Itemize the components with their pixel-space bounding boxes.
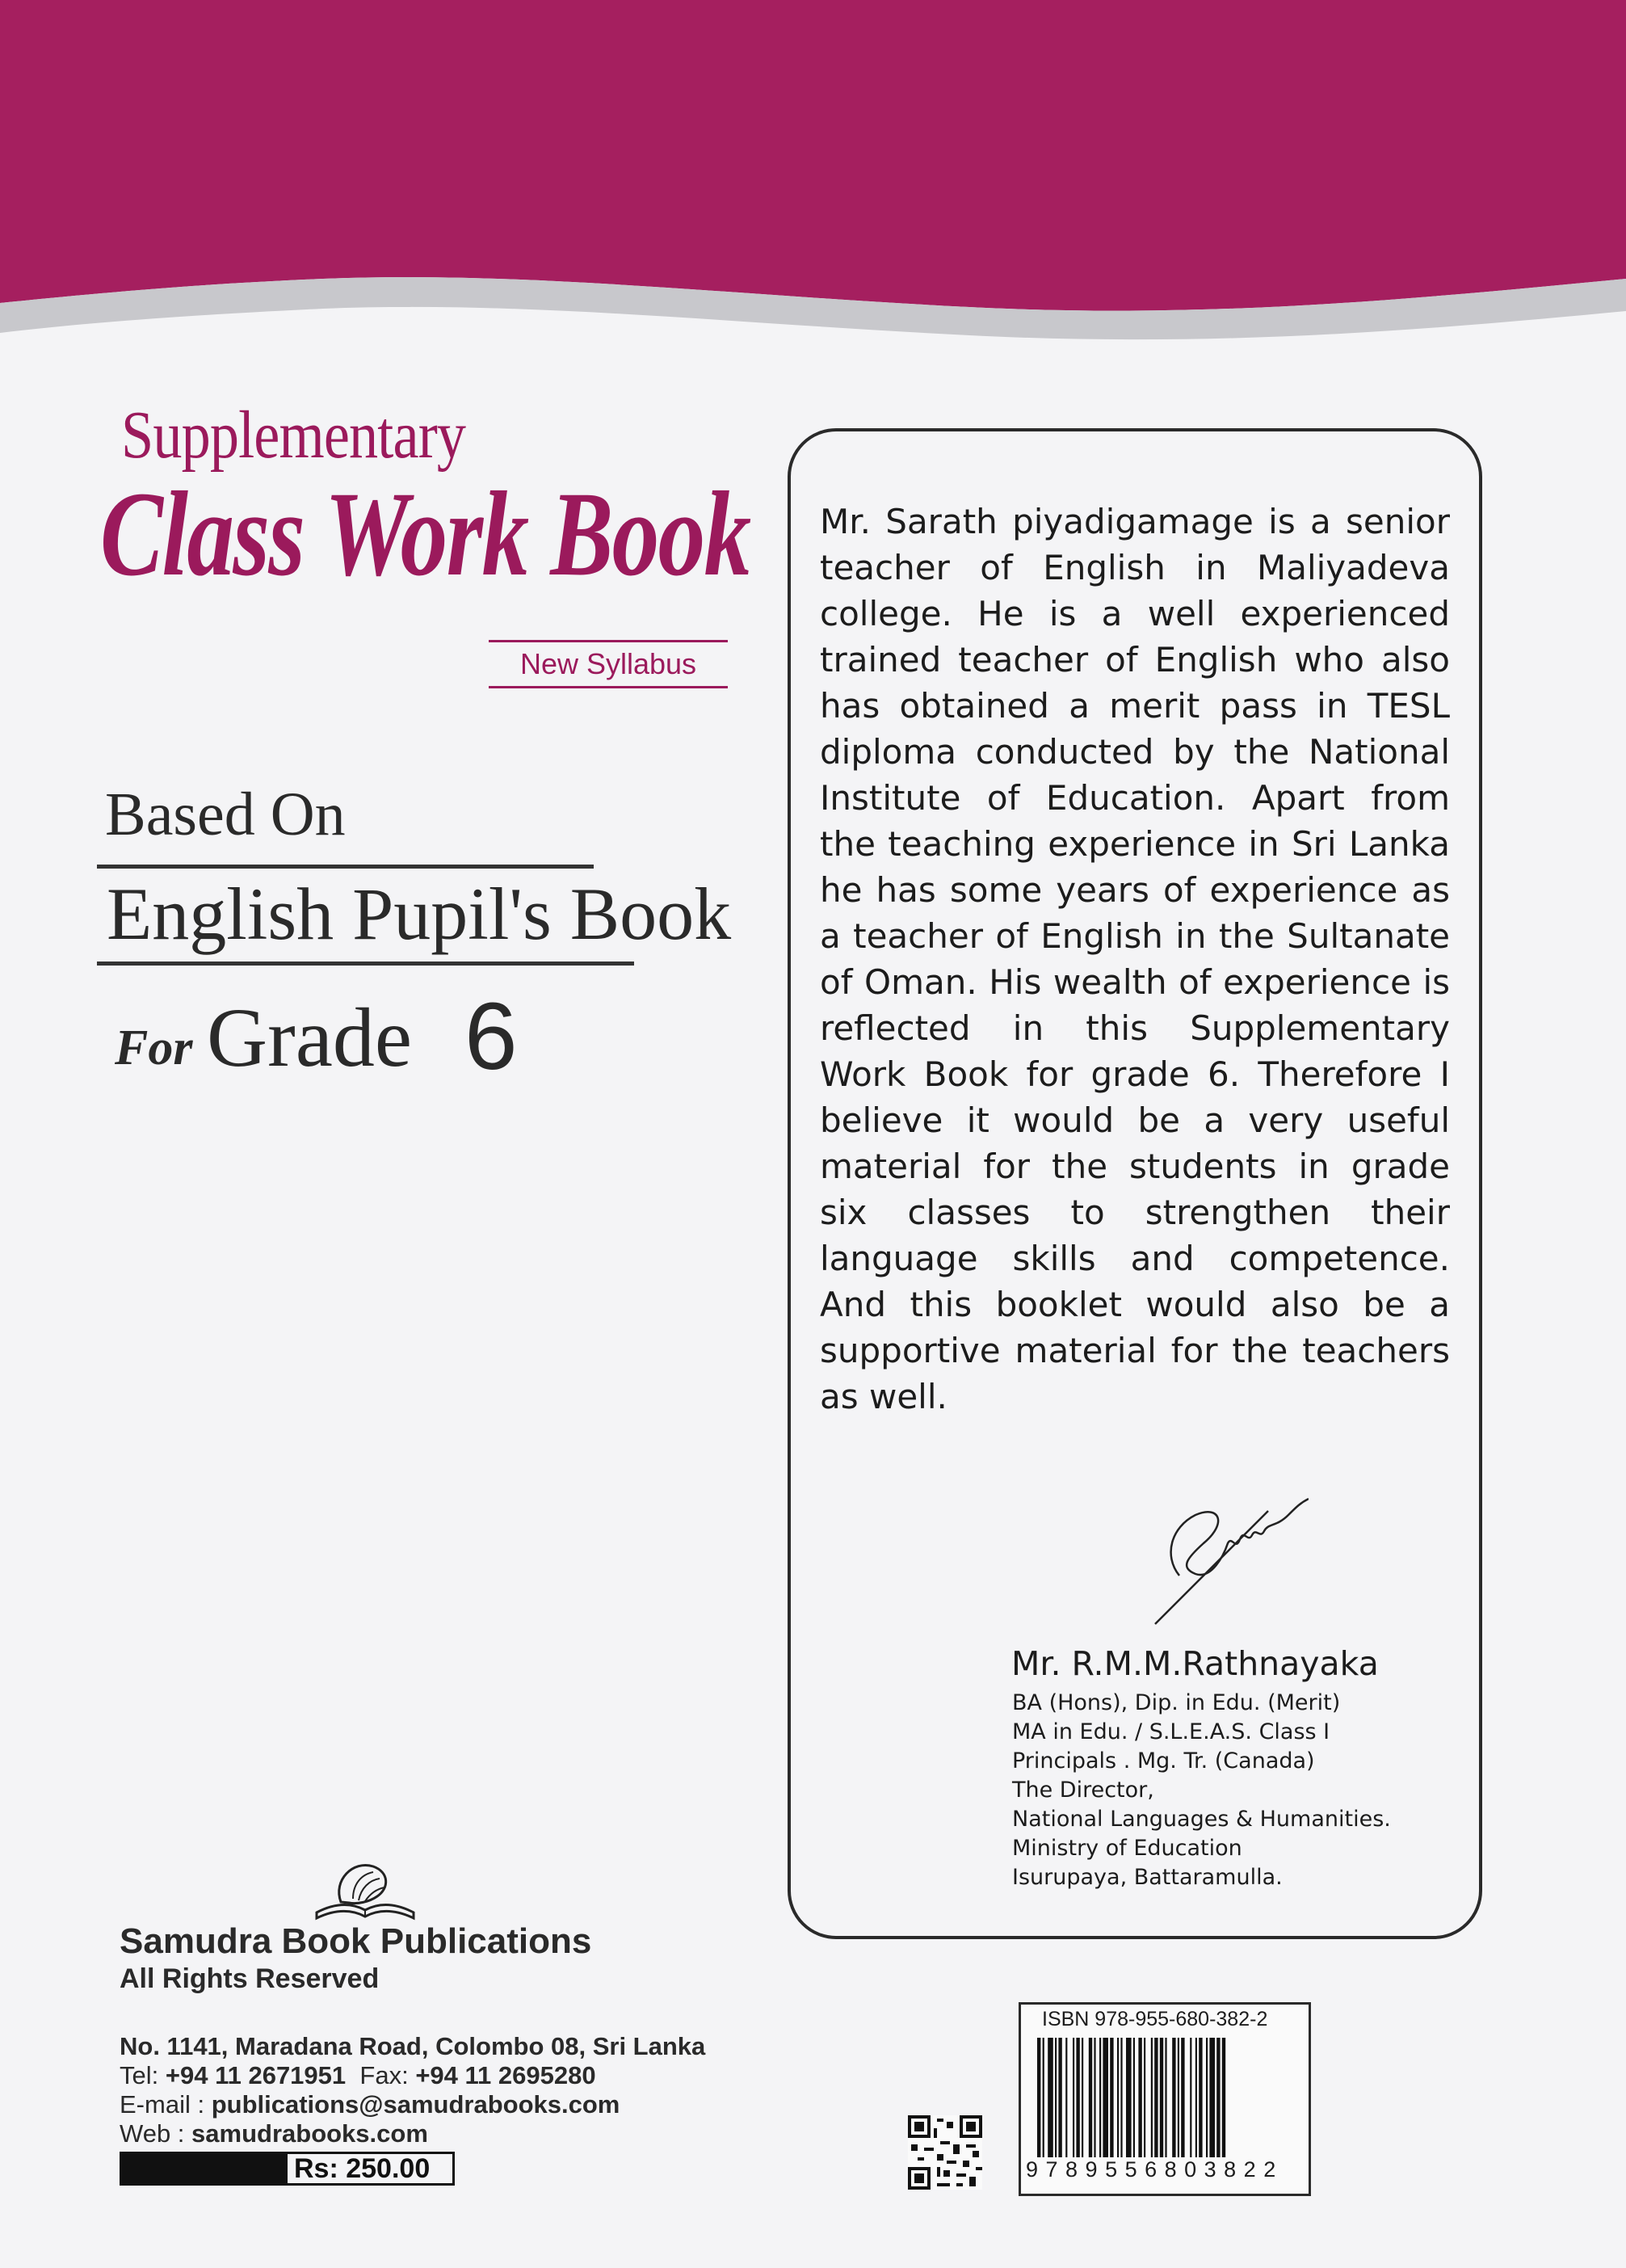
foreword-text: Mr. Sarath piyadigamage is a senior teacher of English in Maliyadeva college. He is a well experienced trained teacher of English who also has obtained a merit pass in TESL diploma conducted by the National Institute of Education. Apart from the teaching experience in Sri Lanka he has some years of experience as a teacher of English in the Sultanate of Oman. His wealth of experience is reflected in this Supplementary Work Book for grade 6. Therefore I believe it would be a very useful material for the students in grade six classes to strengthen their language skills and competence. And this booklet would also be a supportive material for the teachers as well. <box>820 502 1450 1416</box>
signer-credential: Principals . Mg. Tr. (Canada) <box>1012 1748 1315 1774</box>
email-address: publications@samudrabooks.com <box>211 2090 620 2119</box>
tel-label: Tel: <box>120 2061 159 2089</box>
fax-number: +94 11 2695280 <box>415 2061 596 2089</box>
price-label: Rs: 250.00 <box>285 2152 455 2186</box>
web-address: samudrabooks.com <box>191 2119 428 2148</box>
barcode-icon <box>1036 2038 1294 2165</box>
rights-notice: All Rights Reserved <box>120 1963 380 1994</box>
isbn-label: ISBN 978-955-680-382-2 <box>1042 2008 1268 2030</box>
divider-bottom <box>97 961 634 966</box>
email-label: E-mail : <box>120 2090 205 2119</box>
isbn-digits: 9789556803822 <box>1026 2157 1304 2182</box>
shell-book-logo-icon <box>309 1852 422 1925</box>
for-label: For <box>115 1020 193 1075</box>
publisher-address: No. 1141, Maradana Road, Colombo 08, Sri Lanka <box>120 2032 706 2060</box>
signature-icon <box>1147 1479 1309 1628</box>
pupil-book-title: English Pupil's Book <box>107 873 732 955</box>
signer-credential: The Director, <box>1012 1778 1154 1803</box>
signer-credential: BA (Hons), Dip. in Edu. (Merit) <box>1012 1690 1341 1715</box>
tel-number: +94 11 2671951 <box>165 2061 347 2089</box>
syllabus-label: New Syllabus <box>489 640 728 688</box>
publisher-web <box>120 2119 428 2148</box>
qr-code-icon <box>908 2115 982 2190</box>
publisher-email <box>120 2090 620 2119</box>
publisher-name: Samudra Book Publications <box>120 1921 592 1961</box>
web-label: Web : <box>120 2119 185 2148</box>
fax-label: Fax: <box>359 2061 409 2089</box>
signer-credential: National Languages & Humanities. <box>1012 1807 1391 1832</box>
book-title: Class Work Book <box>100 467 750 601</box>
grade-label: Grade <box>207 991 413 1084</box>
signer-credential: MA in Edu. / S.L.E.A.S. Class I <box>1012 1719 1330 1744</box>
price-redaction <box>120 2152 285 2186</box>
signer-credential: Ministry of Education <box>1012 1836 1242 1861</box>
based-on-text: Based On <box>105 781 346 848</box>
grade-number: 6 <box>464 983 518 1090</box>
signer-credential: Isurupaya, Battaramulla. <box>1012 1865 1283 1890</box>
top-band <box>0 0 1626 372</box>
divider-top <box>97 865 594 869</box>
publisher-phone <box>120 2061 596 2090</box>
signer-name: Mr. R.M.M.Rathnayaka <box>1011 1644 1379 1683</box>
supplementary-heading: Supplementary <box>121 398 466 473</box>
